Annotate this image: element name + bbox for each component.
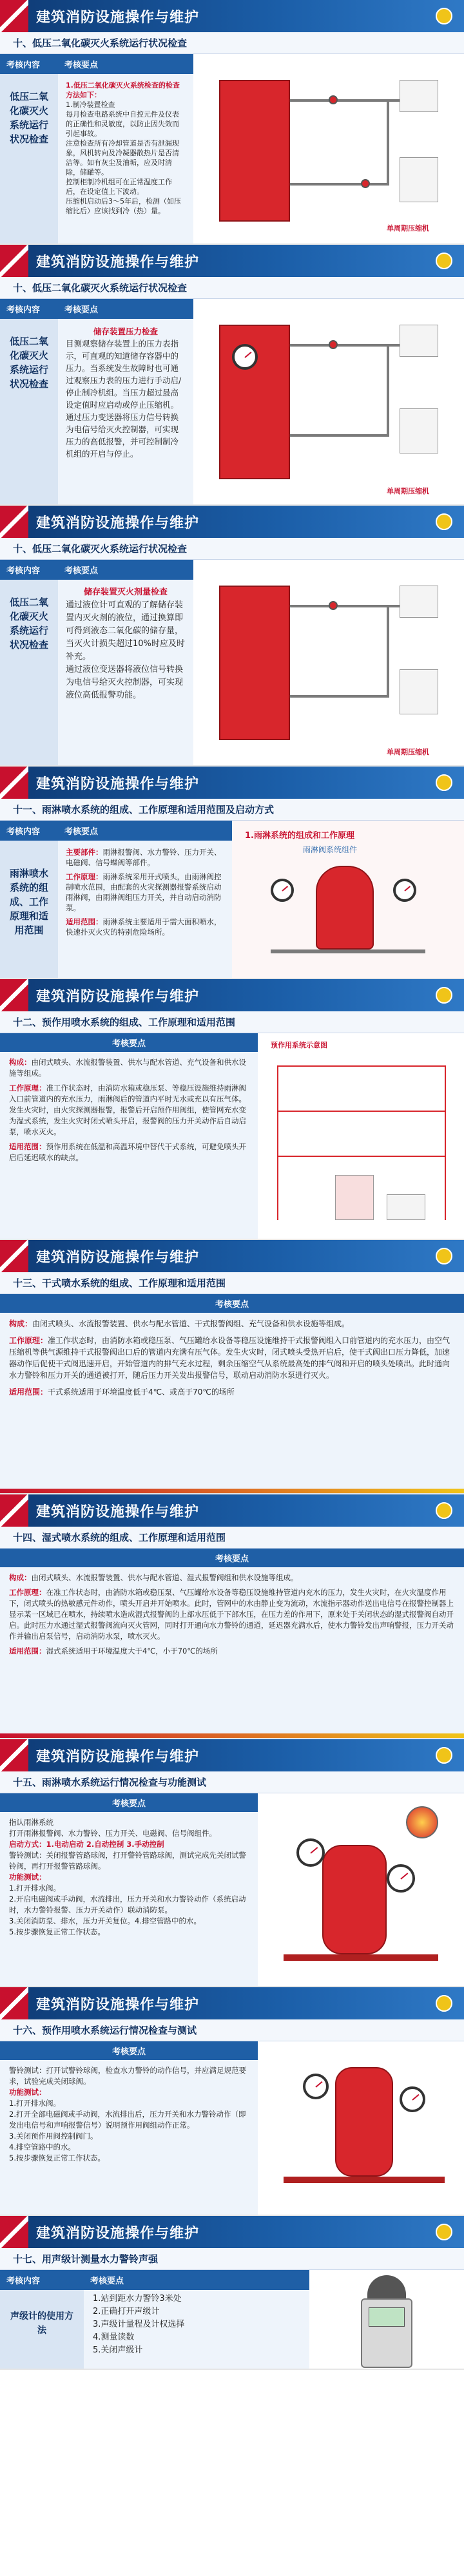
points-text	[58, 319, 193, 506]
co2-system-diagram	[193, 54, 464, 245]
fig-title: 1.雨淋系统的组成和工作原理	[245, 831, 354, 841]
emblem-icon	[436, 1995, 452, 2012]
emblem-icon	[436, 2224, 452, 2240]
deluge-valve-photo	[258, 1793, 464, 1987]
para-text: 干式系统适用于环境温度低于4℃、或高于70℃的场所	[48, 1388, 235, 1397]
slide-5	[0, 979, 464, 1240]
pressure-gauge-icon	[271, 879, 294, 902]
part-label: 工作原理：	[66, 872, 103, 881]
deluge-valve	[322, 1845, 387, 1954]
header-title: 建筑消防设施操作与维护	[36, 2225, 200, 2242]
list-item: 1.打开排水阀。	[9, 1884, 61, 1893]
pipe	[284, 1954, 438, 1961]
section-title: 十、低压二氧化碳灭火系统运行状况检查	[0, 32, 464, 54]
slide-2	[0, 245, 464, 506]
para-label: 工作原理：	[9, 1083, 46, 1092]
pressure-gauge-icon	[393, 879, 416, 902]
pipe	[271, 949, 425, 953]
line: 通过压力变送器将压力信号转换为电信号给灭火控制器，可实现压力的高低报警，并可控制制冷机组的开启与停止。	[66, 412, 179, 459]
pipe	[284, 2177, 445, 2183]
slide-8	[0, 1739, 464, 1987]
list-item: 2.开启电磁阀或手动阀，水流排出，压力开关和水力警铃动作（系统启动时，水力警铃报警、压力开关动作）联动消防泵。	[9, 1894, 246, 1914]
line: 通过液位计可直观的了解储存装置内灭火剂的液位，通过换算即可得到液态二氧化碳的储存量，当灭火计损失超过10%时应及时补充。	[66, 600, 185, 662]
para-text: 预作用系统在低温和高温环境中替代干式系统，可避免喷头开启后延迟喷水的缺点。	[9, 1142, 246, 1162]
side-label: 低压二氧化碳灭火系统运行状况检查	[0, 74, 58, 245]
pipe	[290, 183, 387, 186]
list-item: 2.正确打开声级计	[93, 2307, 160, 2316]
side-label: 雨淋喷水系统的组成、工作原理和适用范围	[0, 841, 58, 979]
header-content: 考核内容	[0, 54, 58, 74]
slide-header	[0, 2216, 464, 2248]
list-item: 启动方式：1.电动启动 2.自动控制 3.手动控制	[9, 1840, 164, 1849]
control-device	[400, 586, 438, 618]
side-label: 低压二氧化碳灭火系统运行状况检查	[0, 319, 58, 506]
slide-header	[0, 1739, 464, 1771]
table-header	[0, 560, 193, 580]
pressure-gauge-icon	[387, 1864, 415, 1893]
part-label: 主要部件：	[66, 848, 103, 857]
pressure-gauge-icon	[296, 1838, 325, 1867]
line: 通过液位变送器将液位信号转换为电信号给灭火控制器，可实现液位高低报警功能。	[66, 665, 184, 700]
header-content: 考核内容	[0, 2270, 84, 2290]
pipe	[290, 434, 387, 437]
table-header: 考核要点	[0, 1549, 464, 1567]
slide-header	[0, 0, 464, 32]
para-label: 工作原理：	[9, 1336, 48, 1345]
line: 1.制冷装置检查	[66, 100, 115, 109]
section-title: 十七、用声级计测量水力警铃声强	[0, 2248, 464, 2270]
slide-1	[0, 0, 464, 245]
header-content: 考核内容	[0, 299, 58, 319]
slide-header	[0, 1240, 464, 1272]
emblem-icon	[436, 1502, 452, 1519]
points-text	[0, 1052, 258, 1240]
para-text: 由闭式喷头、水流报警装置、供水与配水管道、干式报警阀组、充气设备和供水设施等组成。	[32, 1319, 350, 1328]
table-header: 考核要点	[0, 1033, 258, 1052]
points-text	[0, 1313, 464, 1489]
points-text	[0, 1567, 464, 1733]
flag-stripe	[0, 245, 28, 277]
deluge-valve-diagram	[232, 821, 464, 979]
section-title: 十一、雨淋喷水系统的组成、工作原理和适用范围及启动方式	[0, 799, 464, 821]
pressure-gauge-icon	[232, 344, 258, 370]
points-text	[0, 2060, 258, 2216]
pre-action-valve-photo	[258, 2041, 464, 2216]
section-title: 十、低压二氧化碳灭火系统运行状况检查	[0, 538, 464, 560]
list-item: 5.关闭声级计	[93, 2345, 143, 2355]
flag-stripe	[0, 506, 28, 538]
header-points: 考核要点	[58, 821, 232, 841]
para-label: 构成：	[9, 1319, 33, 1328]
para-text: 准工作状态时，由消防水箱或稳压泵、气压罐给水设备等稳压设施维持干式报警阀组入口前管道内的充水压力，由空气压缩机等供气源维持干式报警阀出口后的管道内充满有压气体。发生火灾时，闭式喷头受热开启后，使干式阀出口压力降低，加速器动作后促使干式阀迅速开启，开始管道内的排气充水过程，剩余压缩空气从系统最高处的排气阀和开启的喷头处喷出。此时通向水力警铃和压力开关的通道被打开，随后压力开关发出报警信号，联动启动消防水泵进行灭火。	[9, 1336, 450, 1380]
valve-set	[335, 1175, 374, 1220]
section-title: 十五、雨淋喷水系统运行情况检查与功能测试	[0, 1771, 464, 1793]
slide-header	[0, 506, 464, 538]
para	[9, 1646, 455, 1657]
list-item: 5.按步骤恢复正常工作状态。	[9, 2153, 105, 2162]
side-label: 低压二氧化碳灭火系统运行状况检查	[0, 580, 58, 767]
pipe-line	[277, 1111, 445, 1112]
pipe	[290, 695, 387, 698]
flag-stripe	[0, 1240, 28, 1272]
sound-level-meter-photo	[309, 2270, 464, 2370]
slide-3	[0, 506, 464, 767]
slide-header	[0, 245, 464, 277]
para	[9, 1318, 455, 1330]
co2-system-diagram	[193, 560, 464, 767]
points-text	[84, 2290, 309, 2370]
line: 每月检查电路系统中自控元件及仪表的正确性和灵敏度，以防止因失效而引起事故。	[66, 110, 179, 138]
microphone-icon	[367, 2275, 406, 2301]
flag-stripe	[0, 2216, 28, 2248]
control-device	[400, 325, 438, 357]
header-points: 考核要点	[58, 54, 193, 74]
table-header	[0, 821, 232, 841]
slide-header	[0, 979, 464, 1011]
header-title: 建筑消防设施操作与维护	[36, 988, 200, 1005]
flag-stripe	[0, 1739, 28, 1771]
control-device	[400, 669, 438, 714]
emblem-icon	[436, 513, 452, 530]
list-item: 打开雨淋报警阀、水力警铃、压力开关、电磁阀、信号阀组件。	[9, 1829, 217, 1838]
header-content: 考核内容	[0, 560, 58, 580]
slide-4	[0, 767, 464, 979]
para	[9, 1335, 455, 1381]
list-item: 3.声级计量程及计权选择	[93, 2320, 185, 2329]
fig-caption: 单周期压缩机	[387, 748, 429, 756]
slide-header	[0, 767, 464, 799]
part-text: 雨淋系统主要适用于需大面积喷水，快速扑灭火灾的特别危险场所。	[66, 917, 222, 937]
points-text	[58, 580, 193, 767]
flag-stripe	[0, 1987, 28, 2019]
list-item: 警铃测试：关闭报警管路球阀，打开警铃管路球阀，测试完成先关闭试警铃阀，再打开报警管路球阀。	[9, 1851, 246, 1871]
part-text: 雨淋报警阀、水力警铃、压力开关、电磁阀、信号蝶阀等部件。	[66, 848, 222, 867]
header-title: 建筑消防设施操作与维护	[36, 1249, 200, 1266]
section-title: 十二、预作用喷水系统的组成、工作原理和适用范围	[0, 1011, 464, 1033]
flag-stripe	[0, 1494, 28, 1527]
pressure-gauge-icon	[303, 2074, 329, 2099]
table-header: 考核要点	[0, 2041, 258, 2060]
para-label: 适用范围：	[9, 1388, 48, 1397]
deluge-valve	[316, 866, 374, 949]
list-item: 2.打开全部电磁阀或手动阀，水流排出后，压力开关和水力警铃动作（即发出电信号和声响报警信号）说明预作用阀组动作正常。	[9, 2110, 246, 2130]
part	[66, 917, 224, 937]
pipe-line	[277, 1156, 445, 1157]
fig-caption: 单周期压缩机	[387, 487, 429, 495]
emblem-icon	[436, 987, 452, 1004]
pipe-line	[277, 1065, 278, 1220]
flag-stripe	[0, 0, 28, 32]
footer-bar	[0, 1733, 464, 1739]
emblem-icon	[436, 253, 452, 269]
line: 目测观察储存装置上的压力表指示，可直观的知道储存容器中的压力。当系统发生故障时也可通过观察压力表的压力进行手动启/停止制冷机组。当压力超过最高设定值时应启动或停止压缩机。	[66, 339, 182, 410]
list-item: 4.排空管路中的水。	[9, 2142, 75, 2151]
footer-bar	[0, 1489, 464, 1494]
header-points: 考核要点	[84, 2270, 309, 2290]
list-item: 3.关闭预作用阀控制阀门。	[9, 2132, 98, 2141]
pipe-line	[277, 1065, 445, 1067]
flag-stripe	[0, 979, 28, 1011]
part-text: 雨淋系统采用开式喷头，由雨淋阀控制喷水范围，由配套的火灾探测器报警系统启动雨淋阀，由雨淋阀组压力开关，并自动启动消防泵。	[66, 872, 222, 912]
line: 压缩机启动后3～5年后，检测（如压缩比后）应该找到冷（热）量。	[66, 197, 181, 215]
table-header	[0, 2270, 309, 2290]
emblem-icon	[436, 1248, 452, 1264]
para-text: 由闭式喷头、水流报警装置、供水与配水管道、湿式报警阀组和供水设施等组成。	[31, 1573, 298, 1582]
valve-icon	[329, 340, 338, 349]
emblem-icon	[436, 774, 452, 791]
pre-action-diagram	[258, 1033, 464, 1240]
para-text: 由闭式喷头、水流报警装置、供水与配水管道、充气设备和供水设施等组成。	[9, 1058, 246, 1078]
pump	[387, 1194, 425, 1220]
list-item: 3.关闭消防泵、排水，压力开关复位。4.排空管路中的水。	[9, 1916, 201, 1925]
header-points: 考核要点	[58, 299, 193, 319]
alarm-bell-icon	[406, 1806, 438, 1838]
pipe	[387, 344, 389, 437]
line: 注意检查所有冷却管道是否有泄漏现象，风机转向及冷凝器散热片是否清洁等。如有灰尘及油垢，应及时清除，储罐等。	[66, 139, 179, 177]
storage-tank	[219, 586, 290, 740]
pipe	[387, 99, 389, 186]
slide-header	[0, 1987, 464, 2019]
table-header	[0, 54, 193, 74]
emblem-icon	[436, 1747, 452, 1764]
table-header: 考核要点	[0, 1793, 258, 1812]
part	[66, 847, 224, 868]
list-item: 功能测试：	[9, 1873, 46, 1882]
section-title: 十、低压二氧化碳灭火系统运行状况检查	[0, 277, 464, 299]
line: 1.低压二氧化碳灭火系统检查的检查方法如下：	[66, 81, 180, 99]
control-device	[400, 157, 438, 202]
side-label: 声级计的使用方法	[0, 2290, 84, 2370]
list-item: 5.按步骤恢复正常工作状态。	[9, 1927, 105, 1936]
pipe	[387, 605, 389, 698]
slide-header	[0, 1494, 464, 1527]
para-label: 工作原理：	[9, 1588, 46, 1597]
slide-6	[0, 1240, 464, 1494]
slide-7	[0, 1494, 464, 1739]
para-text: 在准工作状态时，由消防水箱或稳压泵、气压罐给水设备等稳压设施维持管道内充水的压力，发生火灾时，在火灾温度作用下，闭式喷头的热敏感元件动作，喷头开启并开始喷水。此时，管网中的水由静止变为流动，水流指示器动作送出电信号在报警控制器上显示某一区域已在喷水，持续喷水造成湿式报警阀的上部水压低于下部水压，在压力差的作用下，原来处于关闭状态的湿式报警阀自动开启。此时压力水通过湿式报警阀流向灭火管网，同时打开通向水力警铃的通道，延迟器充满水后，使水力警铃发出声响警报，压力开关动作并输出启泵信号，启动消防水泵，喷水灭火。	[9, 1588, 454, 1641]
storage-tank	[219, 80, 290, 222]
list-item: 警铃测试：打开试警铃球阀，检查水力警铃的动作信号，并应满足规范要求，试验完成关闭球阀。	[9, 2066, 246, 2086]
header-title: 建筑消防设施操作与维护	[36, 515, 200, 531]
fig-caption: 预作用系统示意图	[271, 1041, 327, 1049]
part	[66, 872, 224, 913]
lead: 储存装置压力检查	[93, 327, 158, 336]
list-item: 功能测试：	[9, 2088, 46, 2097]
para-label: 构成：	[9, 1058, 32, 1067]
fig-caption: 单周期压缩机	[387, 224, 429, 233]
list-item: 1.打开排水阀。	[9, 2099, 61, 2108]
valve-icon	[361, 179, 370, 188]
para	[9, 1572, 455, 1583]
para-label: 适用范围：	[9, 1142, 46, 1151]
para-text: 准工作状态时，由消防水箱或稳压泵、等稳压设施维持雨淋阀入口前管道内的充水压力，雨淋阀后的管道内平时无水或充以有压气体。发生火灾时，由火灾探测器报警，报警后开启预作用阀组，使管网充水变为湿式系统，发生火灾时闭式喷头开启，报警阀的压力开关动作后自动启泵，喷水灭火。	[9, 1083, 246, 1136]
header-title: 建筑消防设施操作与维护	[36, 1996, 200, 2013]
list-item: 4.测量读数	[93, 2333, 135, 2342]
para-label: 构成：	[9, 1573, 32, 1582]
line: 控制柜制冷机组可在正常温度工作后，在设定值上下波动。	[66, 178, 172, 196]
list-item: 1.站到距水力警铃3米处	[93, 2294, 182, 2304]
header-points: 考核要点	[58, 560, 193, 580]
control-device	[400, 80, 438, 112]
points-text	[0, 1812, 258, 1987]
control-device	[400, 408, 438, 453]
meter-display	[369, 2307, 405, 2327]
points-text	[58, 841, 232, 979]
header-content: 考核内容	[0, 821, 58, 841]
pressure-gauge-icon	[400, 2086, 425, 2112]
pre-action-valve	[335, 2067, 393, 2177]
co2-system-diagram	[193, 299, 464, 506]
para	[9, 1587, 455, 1642]
emblem-icon	[436, 8, 452, 24]
lead: 储存装置灭火剂量检查	[83, 587, 168, 597]
pipe-line	[445, 1065, 446, 1220]
table-header: 考核要点	[0, 1294, 464, 1313]
para	[9, 1057, 249, 1079]
header-title: 建筑消防设施操作与维护	[36, 9, 200, 26]
section-title: 十三、干式喷水系统的组成、工作原理和适用范围	[0, 1272, 464, 1294]
section-title: 十六、预作用喷水系统运行情况检查与测试	[0, 2019, 464, 2041]
header-title: 建筑消防设施操作与维护	[36, 1748, 200, 1765]
valve-icon	[329, 601, 338, 610]
header-title: 建筑消防设施操作与维护	[36, 254, 200, 271]
slide-9	[0, 1987, 464, 2216]
valve-icon	[329, 95, 338, 104]
section-title: 十四、湿式喷水系统的组成、工作原理和适用范围	[0, 1527, 464, 1549]
table-header	[0, 299, 193, 319]
slide-10	[0, 2216, 464, 2370]
part-label: 适用范围：	[66, 917, 103, 926]
para	[9, 1141, 249, 1163]
flag-stripe	[0, 767, 28, 799]
list-item: 指认雨淋系统	[9, 1818, 53, 1827]
points-text	[58, 74, 193, 245]
header-title: 建筑消防设施操作与维护	[36, 1503, 200, 1520]
para-label: 适用范围：	[9, 1646, 46, 1655]
header-title: 建筑消防设施操作与维护	[36, 776, 200, 792]
para	[9, 1386, 455, 1398]
para-text: 湿式系统适用于环境温度大于4℃，小于70℃的场所	[46, 1646, 218, 1655]
fig-subtitle: 雨淋阀系统组件	[303, 845, 358, 854]
para	[9, 1083, 249, 1138]
